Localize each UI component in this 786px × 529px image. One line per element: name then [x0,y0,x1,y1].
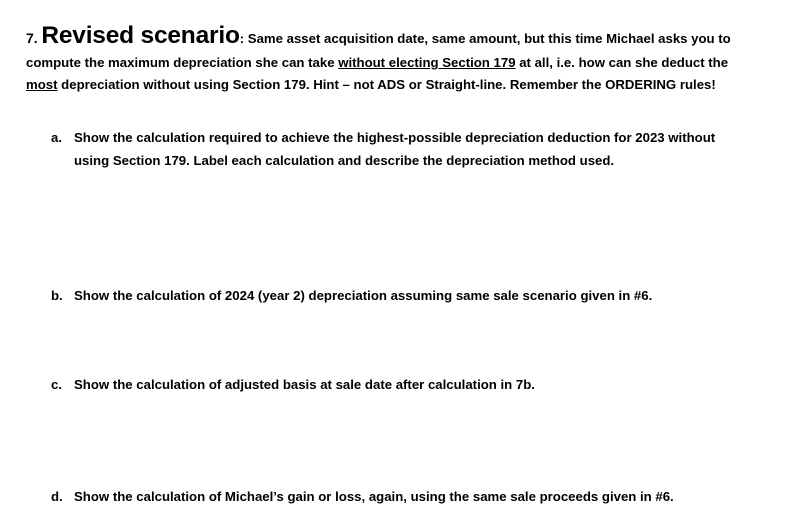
subquestion-d [51,487,781,508]
subquestion-label: c. [51,377,62,392]
subquestion-text [74,375,781,396]
subquestion-a-line-2: using Section 179. Label each calculation and describe the depreciation method used. [74,152,615,168]
subquestion-text [74,128,781,171]
subquestion-a-line-1: Show the calculation required to achieve the highest-possible depreciation deduction for 2023 without [74,130,716,145]
question-heading-line [26,22,782,49]
question-intro: : Same asset acquisition date, same amount, but this time Michael asks you to [239,31,731,46]
question-number: 7. [26,30,38,46]
emphasis-most: most [26,77,58,92]
subquestion-c-line-1: Show the calculation of adjusted basis at sale date after calculation in 7b. [74,377,535,392]
question-line-3 [26,75,782,95]
subquestion-b [51,286,781,307]
subquestion-d-line-1: Show the calculation of Michael’s gain or loss, again, using the same sale proceeds given in #6. [74,489,674,504]
question-7 [26,22,782,95]
subquestion-label: a. [51,130,62,145]
question-line-3-text: depreciation without using Section 179. Hint – not ADS or Straight-line. Remember the ORDERING rules! [57,77,716,92]
subquestion-label: b. [51,288,63,303]
question-line-2-end: at all, i.e. how can she deduct the [515,55,729,70]
emphasis-without-179: without electing Section 179 [338,55,516,70]
subquestion-label: d. [51,489,63,504]
question-line-2 [26,53,782,73]
subquestion-text [74,286,781,307]
subquestion-c [51,375,781,396]
subquestion-a [51,128,781,171]
subquestion-b-line-1: Show the calculation of 2024 (year 2) depreciation assuming same sale scenario given in #6. [74,288,653,303]
subquestion-text [74,487,781,508]
question-line-2-text: compute the maximum depreciation she can take [26,55,339,70]
question-title: Revised scenario [41,22,240,49]
